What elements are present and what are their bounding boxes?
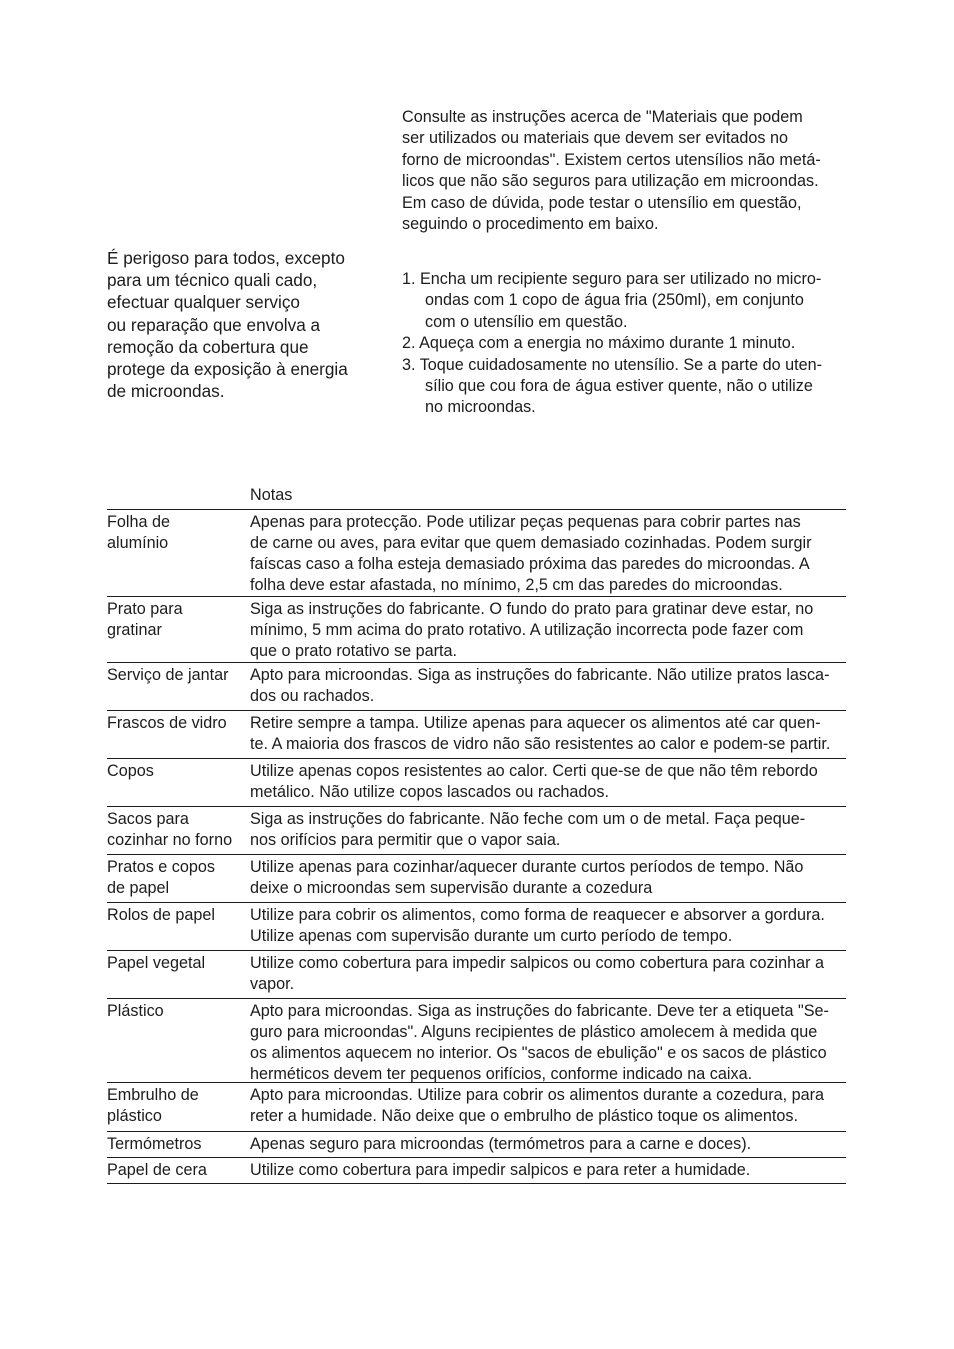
- utensil-name: [107, 953, 247, 974]
- utensil-notes: [250, 809, 850, 851]
- utensil-notes-line: dos ou rachados.: [250, 687, 375, 705]
- utensil-name-line: Serviço de jantar: [107, 666, 229, 684]
- utensil-name-line: cozinhar no forno: [107, 831, 233, 849]
- intro-line: licos que não são seguros para utilização em microondas.: [402, 172, 819, 191]
- step-line: 1. Encha um recipiente seguro para ser utilizado no micro-: [402, 270, 822, 288]
- utensil-name-line: Sacos para: [107, 810, 189, 828]
- warning-line: protege da exposição à energia: [107, 359, 348, 380]
- warning-line: de microondas.: [107, 381, 225, 402]
- table-row: [107, 597, 846, 663]
- table-row: [107, 855, 846, 903]
- table-row: [107, 1132, 846, 1158]
- test-procedure-list: [402, 269, 822, 419]
- table-row: [107, 1083, 846, 1132]
- utensil-notes-line: Utilize apenas para cozinhar/aquecer durante curtos períodos de tempo. Não: [250, 858, 804, 876]
- utensil-notes-line: Utilize apenas copos resistentes ao calor. Certi que-se de que não têm rebordo: [250, 762, 818, 780]
- utensil-notes-line: nos orifícios para permitir que o vapor saia.: [250, 831, 561, 849]
- intro-line: seguindo o procedimento em baixo.: [402, 215, 659, 234]
- intro-line: ser utilizados ou materiais que devem ser evitados no: [402, 129, 789, 148]
- warning-line: para um técnico quali cado,: [107, 270, 318, 291]
- warning-line: remoção da cobertura que: [107, 336, 309, 357]
- table-row: [107, 759, 846, 807]
- intro-paragraph: [402, 107, 821, 235]
- utensil-notes-line: vapor.: [250, 975, 295, 993]
- utensil-notes-line: mínimo, 5 mm acima do prato rotativo. A utilização incorrecta pode fazer com: [250, 621, 804, 639]
- table-row: [107, 663, 846, 711]
- utensil-name-line: Frascos de vidro: [107, 714, 227, 732]
- table-header-notes: Notas: [250, 486, 293, 504]
- utensil-notes: [250, 1085, 850, 1127]
- utensil-notes-line: faíscas caso a folha esteja demasiado próxima das paredes do microondas. A: [250, 555, 810, 573]
- utensil-notes-line: folha deve estar afastada, no mínimo, 2,5 cm das paredes do microondas.: [250, 576, 783, 594]
- utensil-notes-line: que o prato rotativo se parta.: [250, 642, 457, 660]
- table-row: [107, 807, 846, 855]
- utensil-name-line: Papel de cera: [107, 1161, 207, 1179]
- step-line: 2. Aqueça com a energia no máximo durante 1 minuto.: [402, 334, 796, 353]
- utensil-name: [107, 599, 247, 641]
- utensil-notes-line: Utilize como cobertura para impedir salpicos ou como cobertura para cozinhar a: [250, 954, 825, 972]
- step-line: com o utensílio em questão.: [425, 312, 628, 331]
- utensil-notes-line: Utilize apenas com supervisão durante um curto período de tempo.: [250, 927, 733, 945]
- utensil-notes-line: Utilize como cobertura para impedir salpicos e para reter a humidade.: [250, 1161, 751, 1179]
- utensil-notes: [250, 1160, 850, 1181]
- warning-line: É perigoso para todos, excepto: [107, 248, 345, 268]
- utensil-notes: [250, 665, 850, 707]
- utensil-name: [107, 1001, 247, 1022]
- utensil-name-line: Rolos de papel: [107, 906, 215, 924]
- intro-line: Consulte as instruções acerca de "Materiais que podem: [402, 108, 803, 126]
- safety-warning-text: [107, 247, 348, 402]
- utensil-notes-line: os alimentos aquecem no interior. Os "sacos de ebulição" e os sacos de plástico: [250, 1044, 827, 1062]
- utensil-notes-line: metálico. Não utilize copos lascados ou rachados.: [250, 783, 610, 801]
- utensil-notes-line: guro para microondas". Alguns recipientes de plástico amolecem à medida que: [250, 1023, 818, 1041]
- utensil-notes-line: deixe o microondas sem supervisão durante a cozedura: [250, 879, 653, 897]
- utensil-notes-line: Utilize para cobrir os alimentos, como forma de reaquecer e absorver a gordura.: [250, 906, 825, 924]
- utensil-name-line: Copos: [107, 762, 154, 780]
- utensil-notes-line: Apto para microondas. Siga as instruções do fabricante. Não utilize pratos lasca-: [250, 666, 830, 684]
- table-body: [107, 510, 846, 1184]
- intro-line: Em caso de dúvida, pode testar o utensílio em questão,: [402, 193, 802, 212]
- utensil-name: [107, 512, 247, 554]
- utensil-name-line: gratinar: [107, 621, 162, 639]
- utensil-notes: [250, 761, 850, 803]
- utensil-name-line: Pratos e copos: [107, 858, 215, 876]
- utensil-notes-line: herméticos devem ter pequenos orifícios, conforme indicado na caixa.: [250, 1065, 753, 1083]
- utensil-name: [107, 1085, 247, 1127]
- utensil-notes-line: te. A maioria dos frascos de vidro não são resistentes ao calor e podem-se partir.: [250, 735, 831, 753]
- utensil-name-line: Papel vegetal: [107, 954, 206, 972]
- utensil-notes-line: Apenas seguro para microondas (termómetros para a carne e doces).: [250, 1135, 752, 1153]
- step-line: sílio que cou fora de água estiver quente, não o utilize: [425, 377, 813, 396]
- intro-line: forno de microondas". Existem certos utensílios não metá-: [402, 150, 821, 169]
- utensil-name-line: Plástico: [107, 1002, 164, 1020]
- utensil-notes: [250, 905, 850, 947]
- utensil-notes: [250, 713, 850, 755]
- table-row: [107, 510, 846, 597]
- utensil-name: [107, 1134, 247, 1155]
- table-row: [107, 951, 846, 999]
- table-row: [107, 903, 846, 951]
- utensil-notes: [250, 1001, 850, 1085]
- utensil-name: [107, 665, 247, 686]
- utensil-notes-line: Siga as instruções do fabricante. O fundo do prato para gratinar deve estar, no: [250, 600, 814, 618]
- utensil-name: [107, 713, 247, 734]
- utensil-name: [107, 1160, 247, 1181]
- utensil-notes-line: Retire sempre a tampa. Utilize apenas para aquecer os alimentos até car quen-: [250, 714, 821, 732]
- utensil-notes-line: de carne ou aves, para evitar que quem demasiado cozinhadas. Podem surgir: [250, 534, 812, 552]
- table-row: [107, 711, 846, 759]
- utensil-notes: [250, 599, 850, 662]
- utensil-name-line: Embrulho de: [107, 1086, 199, 1104]
- utensil-notes-line: Apenas para protecção. Pode utilizar peças pequenas para cobrir partes nas: [250, 513, 801, 531]
- utensil-notes: [250, 857, 850, 899]
- utensil-name-line: Folha de: [107, 513, 170, 531]
- table-header: [107, 484, 846, 510]
- utensil-notes-line: reter a humidade. Não deixe que o embrulho de plástico toque os alimentos.: [250, 1107, 799, 1125]
- utensil-name-line: Termómetros: [107, 1135, 202, 1153]
- table-row: [107, 999, 846, 1083]
- utensil-notes: [250, 1134, 850, 1155]
- utensil-notes-line: Apto para microondas. Utilize para cobrir os alimentos durante a cozedura, para: [250, 1086, 825, 1104]
- utensil-notes: [250, 953, 850, 995]
- utensil-name-line: de papel: [107, 879, 170, 897]
- table-row: [107, 1158, 846, 1184]
- utensil-name: [107, 809, 247, 851]
- warning-line: ou reparação que envolva a: [107, 314, 321, 335]
- utensil-notes-line: Apto para microondas. Siga as instruções do fabricante. Deve ter a etiqueta "Se-: [250, 1002, 829, 1020]
- utensil-name: [107, 905, 247, 926]
- utensil-name-line: Prato para: [107, 600, 183, 618]
- step-line: 3. Toque cuidadosamente no utensílio. Se a parte do uten-: [402, 355, 822, 374]
- utensil-notes-line: Siga as instruções do fabricante. Não feche com um o de metal. Faça peque-: [250, 810, 806, 828]
- utensil-name-line: plástico: [107, 1107, 162, 1125]
- utensil-name: [107, 761, 247, 782]
- step-line: ondas com 1 copo de água fria (250ml), em conjunto: [425, 291, 804, 310]
- warning-line: efectuar qualquer serviço: [107, 292, 300, 313]
- utensils-table: [107, 484, 846, 1184]
- utensil-notes: [250, 512, 850, 596]
- utensil-name: [107, 857, 247, 899]
- utensil-name-line: alumínio: [107, 534, 169, 552]
- step-line: no microondas.: [425, 398, 536, 417]
